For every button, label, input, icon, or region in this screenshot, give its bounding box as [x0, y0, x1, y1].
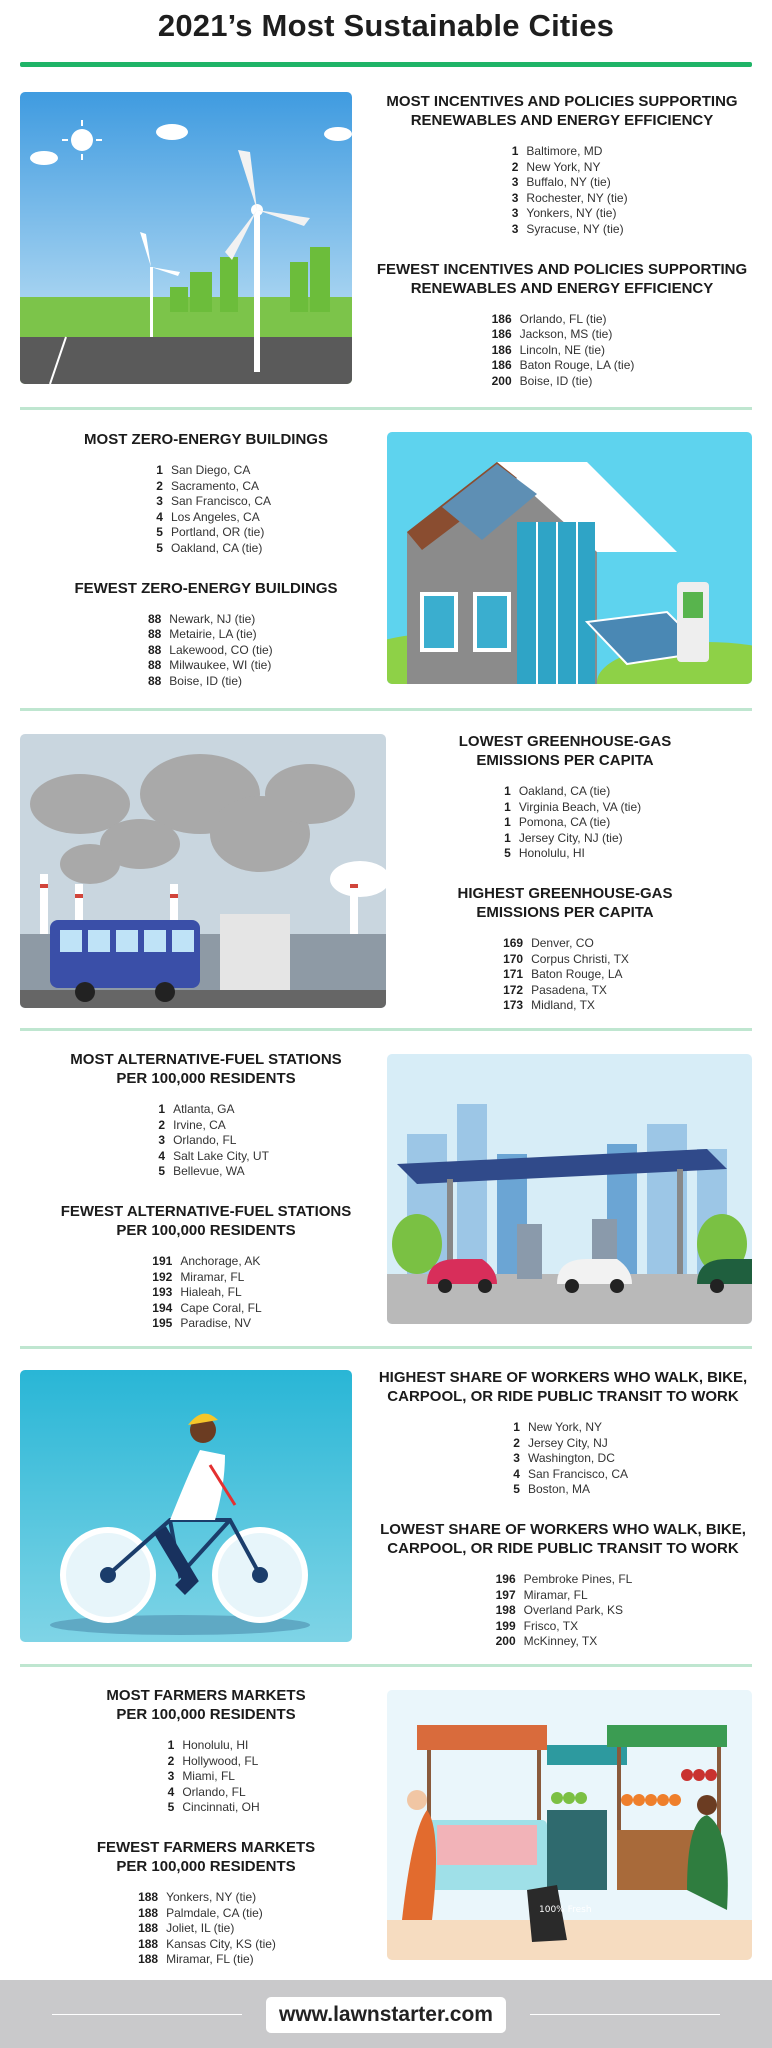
- rank-number: 2: [156, 478, 163, 493]
- rank-number: 1: [156, 463, 163, 477]
- ranking-row: [139, 627, 272, 643]
- rank-number: 188: [138, 1921, 159, 1936]
- rank-number: 1: [167, 1738, 175, 1752]
- city-name: Boise, ID (tie): [519, 373, 593, 388]
- section-1-text: [372, 92, 752, 412]
- city-name: New York, NY: [527, 1420, 603, 1434]
- ev-charging-station-illustration: [387, 1054, 752, 1324]
- city-name: Denver, CO: [531, 935, 594, 950]
- rank-number: 191: [152, 1253, 173, 1268]
- city-name: Yonkers, NY (tie): [526, 206, 617, 221]
- city-name: Anchorage, AK: [180, 1253, 261, 1268]
- section-4-text: [20, 1050, 392, 1354]
- ranking-row: [494, 1603, 633, 1619]
- section-divider: [20, 1028, 752, 1031]
- rank-number: 186: [491, 311, 512, 326]
- fresh-sign-text: 100% Fresh: [539, 1905, 592, 1915]
- city-name: Miami, FL: [182, 1769, 235, 1784]
- section-heading: LOWEST SHARE OF WORKERS WHO WALK, BIKE, CARPOOL, OR RIDE PUBLIC TRANSIT TO WORK: [380, 1520, 746, 1557]
- rank-number: 198: [495, 1603, 516, 1618]
- ranking-row: [139, 643, 272, 659]
- rank-number: 197: [495, 1587, 516, 1602]
- rank-number: 5: [158, 1164, 166, 1179]
- ranking-row: [501, 936, 629, 952]
- city-name: Jackson, MS (tie): [519, 327, 613, 342]
- city-name: Kansas City, KS (tie): [166, 1936, 276, 1951]
- city-name: Pomona, CA (tie): [518, 815, 611, 830]
- ranking-row: [141, 525, 271, 541]
- city-name: Lakewood, CO (tie): [169, 642, 273, 657]
- city-name: Palmdale, CA (tie): [166, 1905, 263, 1920]
- ranking-row: [490, 358, 635, 374]
- section-heading: FEWEST ZERO-ENERGY BUILDINGS: [74, 579, 338, 597]
- city-name: Pasadena, TX: [531, 982, 607, 997]
- rank-number: 5: [167, 1800, 175, 1815]
- rank-number: 2: [167, 1753, 175, 1768]
- section-heading: FEWEST INCENTIVES AND POLICIES SUPPORTING RENEWABLES AND ENERGY EFFICIENCY: [376, 260, 748, 297]
- ranking-list: [489, 784, 641, 862]
- ranking-row: [152, 1800, 259, 1816]
- ranking-row: [152, 1769, 259, 1785]
- rank-number: 3: [158, 1133, 166, 1148]
- city-name: Oakland, CA (tie): [518, 784, 611, 798]
- ranking-list: [139, 612, 272, 690]
- city-name: Honolulu, HI: [182, 1738, 249, 1752]
- rank-number: 169: [503, 935, 524, 950]
- rank-number: 3: [513, 1451, 520, 1466]
- section-divider: [20, 1664, 752, 1667]
- city-name: Newark, NJ (tie): [169, 611, 256, 626]
- section-divider: [20, 1346, 752, 1349]
- city-name: Orlando, FL: [182, 1784, 246, 1799]
- ranking-row: [489, 831, 641, 847]
- rank-number: 188: [138, 1936, 159, 1951]
- city-name: Miramar, FL (tie): [166, 1952, 254, 1967]
- ranking-row: [490, 312, 635, 328]
- city-name: Sacramento, CA: [170, 478, 260, 493]
- ranking-row: [496, 191, 627, 207]
- rank-number: 3: [511, 221, 519, 236]
- ranking-row: [490, 374, 635, 390]
- rank-number: 193: [152, 1285, 173, 1300]
- rank-number: 200: [491, 373, 512, 388]
- rank-number: 1: [504, 830, 511, 845]
- ranking-list: [498, 1420, 628, 1498]
- ranking-row: [489, 846, 641, 862]
- rank-number: 5: [504, 846, 511, 861]
- ranking-row: [498, 1436, 628, 1452]
- rank-number: 4: [167, 1784, 175, 1799]
- ranking-row: [143, 1149, 269, 1165]
- solar-house-illustration: [387, 432, 752, 684]
- ranking-row: [139, 674, 272, 690]
- ranking-row: [136, 1906, 276, 1922]
- city-name: San Francisco, CA: [527, 1466, 629, 1481]
- ranking-row: [141, 494, 271, 510]
- rank-number: 88: [147, 673, 162, 688]
- city-name: Yonkers, NY (tie): [166, 1889, 257, 1904]
- city-name: Washington, DC: [527, 1451, 615, 1466]
- rank-number: 188: [138, 1905, 159, 1920]
- ranking-list: [150, 1254, 261, 1332]
- rank-number: 172: [503, 982, 524, 997]
- ranking-row: [501, 998, 629, 1014]
- section-heading: LOWEST GREENHOUSE-GAS EMISSIONS PER CAPITA: [458, 733, 672, 769]
- ranking-row: [143, 1102, 269, 1118]
- rank-number: 4: [158, 1148, 166, 1163]
- ranking-row: [150, 1254, 261, 1270]
- city-name: Baton Rouge, LA: [531, 967, 623, 982]
- factory-smoke-illustration: [20, 734, 386, 1008]
- rank-number: 2: [158, 1117, 166, 1132]
- section-heading: HIGHEST GREENHOUSE-GAS EMISSIONS PER CAPITA: [457, 884, 673, 921]
- city-name: Corpus Christi, TX: [531, 951, 629, 966]
- ranking-row: [139, 658, 272, 674]
- section-2-text: [20, 430, 392, 712]
- ranking-row: [490, 343, 635, 359]
- ranking-row: [489, 815, 641, 831]
- section-heading: MOST INCENTIVES AND POLICIES SUPPORTING RENEWABLES AND ENERGY EFFICIENCY: [386, 93, 738, 129]
- city-name: Jersey City, NJ: [527, 1435, 608, 1450]
- farmers-market-illustration: [387, 1690, 752, 1960]
- city-name: Bellevue, WA: [173, 1164, 245, 1179]
- section-divider: [20, 407, 752, 410]
- rank-number: 199: [495, 1618, 516, 1633]
- ranking-row: [136, 1921, 276, 1937]
- rank-number: 186: [491, 327, 512, 342]
- ranking-row: [496, 222, 627, 238]
- ranking-row: [489, 784, 641, 800]
- ranking-row: [150, 1301, 261, 1317]
- ranking-row: [143, 1118, 269, 1134]
- city-name: Miramar, FL: [180, 1269, 245, 1284]
- page-title: 2021’s Most Sustainable Cities: [157, 8, 615, 43]
- ranking-row: [501, 952, 629, 968]
- city-name: McKinney, TX: [523, 1634, 598, 1649]
- ranking-row: [489, 800, 641, 816]
- ranking-row: [136, 1890, 276, 1906]
- ranking-row: [498, 1482, 628, 1498]
- rank-number: 4: [156, 509, 163, 524]
- ranking-row: [498, 1467, 628, 1483]
- ranking-row: [150, 1316, 261, 1332]
- ranking-list: [143, 1102, 269, 1180]
- rank-number: 186: [491, 358, 512, 373]
- rank-number: 1: [513, 1420, 520, 1434]
- ranking-row: [152, 1785, 259, 1801]
- ranking-list: [496, 144, 627, 238]
- city-name: Honolulu, HI: [518, 846, 585, 861]
- section-divider: [20, 708, 752, 711]
- ranking-row: [496, 144, 627, 160]
- ranking-row: [139, 612, 272, 628]
- city-name: Orlando, FL (tie): [519, 311, 607, 326]
- rank-number: 195: [152, 1316, 173, 1331]
- rank-number: 1: [504, 784, 511, 798]
- ranking-row: [143, 1133, 269, 1149]
- ranking-row: [136, 1937, 276, 1953]
- ranking-row: [496, 160, 627, 176]
- city-name: Oakland, CA (tie): [170, 540, 263, 555]
- rank-number: 3: [167, 1769, 175, 1784]
- rank-number: 188: [138, 1952, 159, 1967]
- rank-number: 194: [152, 1300, 173, 1315]
- rank-number: 88: [147, 627, 162, 642]
- ranking-row: [496, 175, 627, 191]
- section-heading: HIGHEST SHARE OF WORKERS WHO WALK, BIKE, CARPOOL, OR RIDE PUBLIC TRANSIT TO WORK: [378, 1369, 748, 1405]
- footer-url-link[interactable]: www.lawnstarter.com: [266, 1997, 506, 2033]
- city-name: Metairie, LA (tie): [169, 627, 257, 642]
- ranking-row: [150, 1285, 261, 1301]
- city-name: San Francisco, CA: [170, 494, 272, 509]
- city-name: Atlanta, GA: [173, 1102, 235, 1116]
- ranking-row: [136, 1952, 276, 1968]
- ranking-row: [501, 967, 629, 983]
- title-underline: [20, 62, 752, 67]
- city-name: Baton Rouge, LA (tie): [519, 358, 635, 373]
- ranking-row: [150, 1270, 261, 1286]
- ranking-row: [494, 1588, 633, 1604]
- rank-number: 3: [156, 494, 163, 509]
- rank-number: 196: [495, 1571, 516, 1586]
- rank-number: 1: [504, 815, 511, 830]
- section-3-text: [390, 732, 740, 1036]
- ranking-row: [496, 206, 627, 222]
- ranking-row: [141, 479, 271, 495]
- section-heading: MOST FARMERS MARKETS PER 100,000 RESIDENTS: [106, 1687, 306, 1723]
- section-heading: MOST ZERO-ENERGY BUILDINGS: [84, 431, 328, 448]
- wind-turbine-city-illustration: [20, 92, 352, 384]
- city-name: Hialeah, FL: [180, 1285, 242, 1300]
- ranking-row: [501, 983, 629, 999]
- city-name: Lincoln, NE (tie): [519, 342, 605, 357]
- rank-number: 192: [152, 1269, 173, 1284]
- ranking-list: [152, 1738, 259, 1816]
- ranking-row: [498, 1420, 628, 1436]
- city-name: Miramar, FL: [523, 1587, 588, 1602]
- city-name: Hollywood, FL: [182, 1753, 259, 1768]
- ranking-row: [143, 1164, 269, 1180]
- city-name: Baltimore, MD: [526, 144, 603, 158]
- ranking-row: [490, 327, 635, 343]
- city-name: Boston, MA: [527, 1482, 590, 1497]
- city-name: Syracuse, NY (tie): [526, 221, 624, 236]
- rank-number: 186: [491, 342, 512, 357]
- city-name: Orlando, FL: [173, 1133, 237, 1148]
- rank-number: 170: [503, 951, 524, 966]
- ranking-row: [141, 510, 271, 526]
- ranking-list: [141, 463, 271, 557]
- city-name: San Diego, CA: [170, 463, 251, 477]
- rank-number: 3: [511, 190, 519, 205]
- rank-number: 5: [156, 525, 163, 540]
- rank-number: 173: [503, 998, 524, 1013]
- rank-number: 1: [158, 1102, 166, 1116]
- rank-number: 88: [147, 611, 162, 626]
- ranking-list: [490, 312, 635, 390]
- rank-number: 5: [513, 1482, 520, 1497]
- ranking-row: [141, 463, 271, 479]
- rank-number: 3: [511, 175, 519, 190]
- footer-line-left: [52, 2014, 242, 2015]
- city-name: Salt Lake City, UT: [173, 1148, 269, 1163]
- section-heading: FEWEST ALTERNATIVE-FUEL STATIONS PER 100,000 RESIDENTS: [60, 1202, 352, 1239]
- rank-number: 5: [156, 540, 163, 555]
- ranking-list: [136, 1890, 276, 1968]
- city-name: Jersey City, NJ (tie): [518, 830, 623, 845]
- rank-number: 3: [511, 206, 519, 221]
- city-name: Cape Coral, FL: [180, 1300, 262, 1315]
- city-name: Los Angeles, CA: [170, 509, 260, 524]
- ranking-row: [141, 541, 271, 557]
- rank-number: 88: [147, 642, 162, 657]
- ranking-list: [501, 936, 629, 1014]
- city-name: Boise, ID (tie): [169, 673, 242, 688]
- bike-commuter-illustration: [20, 1370, 352, 1642]
- ranking-row: [494, 1619, 633, 1635]
- footer: [0, 1980, 772, 2048]
- rank-number: 1: [511, 144, 519, 158]
- city-name: Buffalo, NY (tie): [526, 175, 611, 190]
- footer-line-right: [530, 2014, 720, 2015]
- ranking-list: [494, 1572, 633, 1650]
- city-name: Joliet, IL (tie): [166, 1921, 235, 1936]
- ranking-row: [152, 1754, 259, 1770]
- city-name: Rochester, NY (tie): [526, 190, 628, 205]
- city-name: Irvine, CA: [173, 1117, 226, 1132]
- rank-number: 2: [513, 1435, 520, 1450]
- city-name: Virginia Beach, VA (tie): [518, 799, 642, 814]
- city-name: Overland Park, KS: [523, 1603, 624, 1618]
- city-name: New York, NY: [526, 159, 601, 174]
- rank-number: 200: [495, 1634, 516, 1649]
- rank-number: 1: [504, 799, 511, 814]
- rank-number: 88: [147, 658, 162, 673]
- city-name: Pembroke Pines, FL: [523, 1571, 633, 1586]
- city-name: Portland, OR (tie): [170, 525, 265, 540]
- section-heading: FEWEST FARMERS MARKETS PER 100,000 RESIDENTS: [96, 1838, 316, 1875]
- city-name: Paradise, NV: [180, 1316, 252, 1331]
- section-6-text: [20, 1686, 392, 1990]
- rank-number: 2: [511, 159, 519, 174]
- ranking-row: [152, 1738, 259, 1754]
- ranking-row: [494, 1634, 633, 1650]
- city-name: Frisco, TX: [523, 1618, 579, 1633]
- ranking-row: [494, 1572, 633, 1588]
- ranking-row: [498, 1451, 628, 1467]
- section-heading: MOST ALTERNATIVE-FUEL STATIONS PER 100,000 RESIDENTS: [70, 1051, 342, 1087]
- city-name: Milwaukee, WI (tie): [169, 658, 272, 673]
- city-name: Midland, TX: [531, 998, 595, 1013]
- city-name: Cincinnati, OH: [182, 1800, 260, 1815]
- rank-number: 171: [503, 967, 524, 982]
- section-5-text: [366, 1368, 760, 1672]
- rank-number: 188: [138, 1889, 159, 1904]
- rank-number: 4: [513, 1466, 520, 1481]
